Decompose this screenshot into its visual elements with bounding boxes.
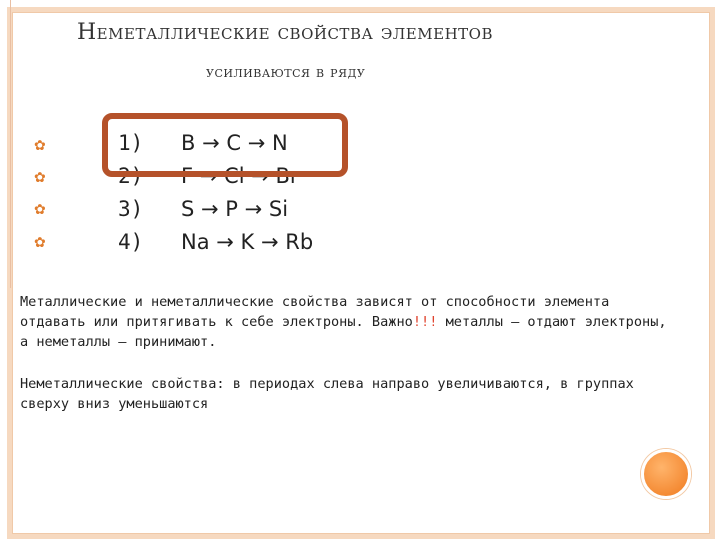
bullet-icon: ✿ (34, 138, 46, 154)
trend-paragraph: Неметаллические свойства: в периодах слева направо увеличиваются, в группах сверху вниз уменьшаются (20, 376, 634, 412)
explanation-text-part1: Металлические и неметаллические свойства зависят от способности элемента отдавать или притягивать к себе электроны. Важно (20, 294, 610, 330)
slide-frame (7, 7, 715, 539)
option-number-4: 4) (118, 230, 144, 254)
slide-title-line2: усиливаются в ряду (206, 62, 366, 81)
bullet-icon: ✿ (34, 170, 46, 186)
option-series-1: B → C → N (181, 131, 288, 155)
option-series-3: S → P → Si (181, 197, 289, 221)
explanation-paragraph (20, 292, 680, 352)
option-number-1: 1) (118, 131, 144, 155)
emphasis-marks: !!! (412, 314, 438, 330)
option-number-3: 3) (118, 197, 144, 221)
bullet-icon: ✿ (34, 235, 46, 251)
option-series-4: Na → K → Rb (181, 230, 314, 254)
slide-title-line1: Неметаллические свойства элементов (77, 20, 493, 45)
answer-highlight-box (102, 113, 348, 177)
explanation-text-part2: металлы – отдают электроны, а неметаллы – принимают. (20, 314, 667, 350)
left-divider (0, 0, 11, 288)
option-series-2: F → Cl → Br (181, 164, 299, 188)
option-number-2: 2) (118, 164, 144, 188)
decorative-circle (641, 449, 691, 499)
bullet-icon: ✿ (34, 202, 46, 218)
